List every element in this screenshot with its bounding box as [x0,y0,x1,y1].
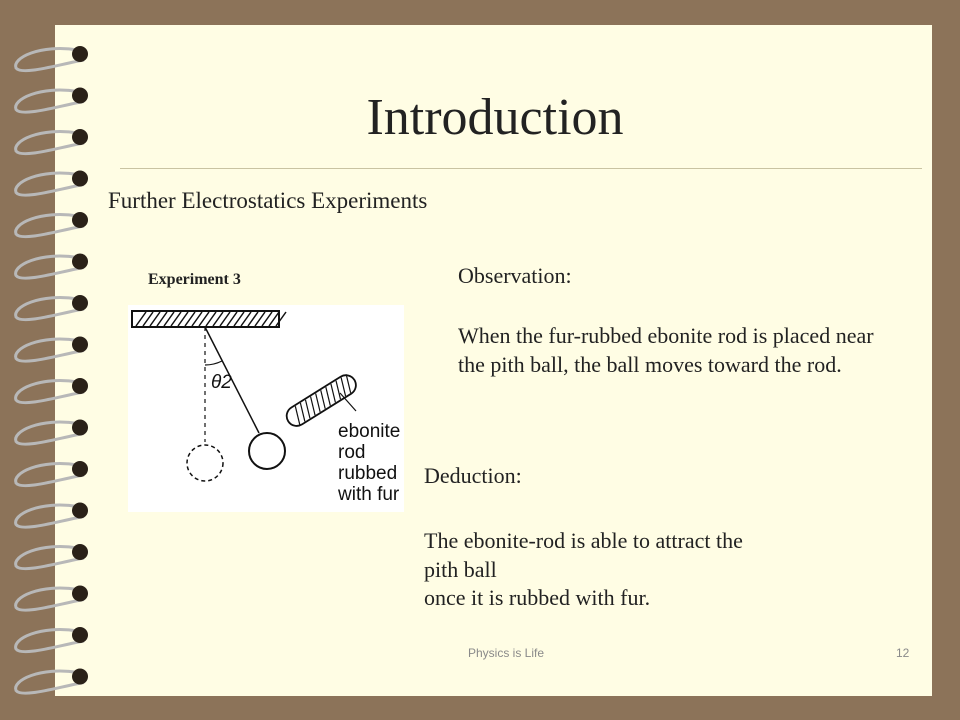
binding-hole [72,669,88,685]
binding-hole [72,171,88,187]
rod-label-line-3: rubbed [338,463,398,484]
binding-hole [72,378,88,394]
binding-hole [72,295,88,311]
deduction-heading: Deduction: [424,463,522,488]
deduction-line-3: once it is rubbed with fur. [424,585,651,611]
angle-label: θ2 [211,372,232,393]
footer-text: Physics is Life [468,646,545,660]
slide-subtitle: Further Electrostatics Experiments [108,188,428,213]
deduction-line-2: pith ball [424,556,497,582]
slide-title: Introduction [366,89,624,146]
binding-hole [72,420,88,436]
observation-text: When the fur-rubbed ebonite rod is placed near the pith ball, the ball moves toward the rod. [458,323,874,377]
binding-hole [72,586,88,602]
rod-label-line-1: ebonite [338,421,401,442]
experiment-label: Experiment 3 [148,271,241,288]
rest-ball [187,445,223,481]
page-number: 12 [896,646,910,660]
binding-hole [72,503,88,519]
binding-hole [72,212,88,228]
binding-hole [72,627,88,643]
title-divider [120,168,922,169]
observation-heading: Observation: [458,263,572,288]
deduction-line-1: The ebonite-rod is able to attract the [424,528,743,553]
angle-arc [205,361,222,365]
binding-hole [72,337,88,353]
experiment-figure [128,305,404,512]
binding-hole [72,544,88,560]
binding-hole [72,254,88,270]
binding-hole [72,461,88,477]
binding-hole [72,46,88,62]
rod-label-line-2: rod [338,442,366,463]
deduction-text [424,527,844,613]
rod-label-line-4: with fur [338,484,400,505]
pith-ball [249,433,285,469]
